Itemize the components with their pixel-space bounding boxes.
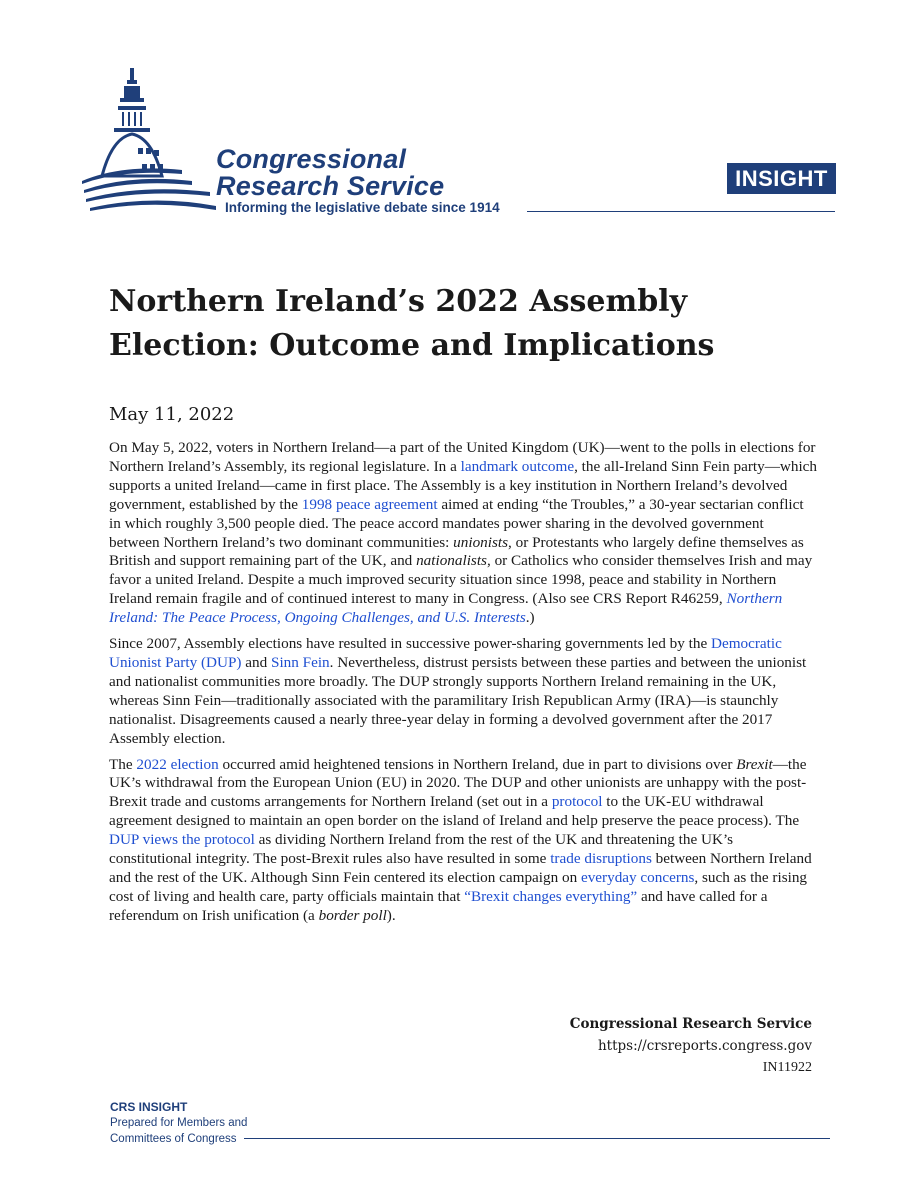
header-rule — [527, 211, 835, 212]
text-span: , the all-Ireland Sinn Fein party—which supports a united Ireland—came in first place. The Assembly is a key institution in Northern Ireland’s devolved government, established by the — [109, 457, 818, 513]
link-dup-views-protocol[interactable]: DUP views the protocol — [109, 831, 255, 849]
logo-wordmark — [216, 146, 444, 200]
text-span: The — [109, 755, 137, 773]
link-trade-disruptions[interactable]: trade disruptions — [550, 850, 652, 868]
text-span: , or Catholics who consider themselves Irish and may favor a united Ireland. Despite a much improved security situation since 1998, peace and stability in Northern Ireland remain fragile and of continued interest to many in Congress. (Also see CRS Report R46259, — [109, 552, 813, 608]
text-span: occurred amid heightened tensions in Northern Ireland, due in part to divisions over — [218, 755, 737, 773]
text-span: and — [241, 653, 271, 671]
bottom-title: CRS INSIGHT — [110, 1100, 188, 1114]
text-span: . Nevertheless, distrust persists between these parties and between the unionist and nationalist communities more broadly. The DUP strongly supports Northern Ireland remaining in the UK, whereas Sinn Fein—traditionally associated with the paramilitary Irish Republican Army (IRA)—is staunchly nationalist. Disagreements caused a nearly three-year delay in forming a devolved government after the 2017 Assembly election. — [109, 653, 807, 747]
text-span: —the UK’s withdrawal from the European Union (EU) in 2020. The DUP and other unionists are unhappy with the post-Brexit trade and customs arrangements for Northern Ireland (set out in a — [109, 755, 807, 811]
link-dup[interactable]: Democratic Unionist Party (DUP) — [109, 635, 782, 671]
text-span: and have called for a referendum on Irish unification (a — [109, 887, 768, 924]
footer-org: Congressional Research Service — [569, 1016, 812, 1032]
link-crs-report-r46259[interactable]: Northern Ireland: The Peace Process, Ongoing Challenges, and U.S. Interests — [109, 590, 783, 627]
bottom-line-1: Prepared for Members and — [110, 1117, 248, 1129]
text-span: to the UK-EU withdrawal agreement designed to maintain an open border on the island of Ireland and help preserve the peace process). The — [109, 793, 800, 830]
crs-footer — [570, 1013, 812, 1079]
emphasis-unionists: unionists — [453, 533, 509, 551]
paragraph-3 — [109, 756, 817, 926]
text-span: , such as the rising cost of living and health care, party officials maintain that — [109, 868, 808, 905]
link-sinn-fein[interactable]: Sinn Fein — [271, 653, 330, 671]
insight-badge: INSIGHT — [727, 163, 836, 194]
link-everyday-concerns[interactable]: everyday concerns — [580, 868, 695, 886]
paragraph-1 — [109, 439, 817, 628]
text-span: ). — [386, 906, 396, 924]
link-protocol[interactable]: protocol — [551, 793, 603, 811]
crs-logo[interactable] — [82, 66, 502, 226]
link-2022-election[interactable]: 2022 election — [136, 755, 219, 773]
bottom-line-2: Committees of Congress — [110, 1133, 237, 1145]
paragraph-2 — [109, 635, 817, 748]
capitol-dome-icon — [82, 66, 232, 216]
text-span: between Northern Ireland and the rest of the UK. Although Sinn Fein centered its election campaign on — [109, 850, 812, 886]
text-span: On May 5, 2022, voters in Northern Ireland—a part of the United Kingdom (UK)—went to the polls in elections for Northern Ireland’s Assembly, its regional legislature. In a — [109, 439, 816, 475]
text-span: .) — [525, 609, 535, 627]
footer-report-id: IN11922 — [762, 1060, 812, 1075]
footer-url[interactable]: https://crsreports.congress.gov — [597, 1038, 812, 1054]
logo-line-1: Congressional — [216, 144, 407, 174]
page-title: Northern Ireland’s 2022 Assembly Election: Outcome and Implications — [109, 284, 715, 363]
link-brexit-changes-everything[interactable]: “Brexit changes everything” — [464, 887, 638, 905]
emphasis-border-poll: border poll — [318, 906, 387, 924]
text-span: as dividing Northern Ireland from the rest of the UK and threatening the UK’s constitutional integrity. The post-Brexit rules also have resulted in some — [109, 831, 734, 868]
link-landmark-outcome[interactable]: landmark outcome — [460, 457, 575, 475]
publication-date: May 11, 2022 — [109, 404, 235, 425]
link-1998-peace-agreement[interactable]: 1998 peace agreement — [301, 495, 438, 513]
text-span: aimed at ending “the Troubles,” a 30-year sectarian conflict in which roughly 3,500 people died. The peace accord mandates power sharing in the devolved government between Northern Ireland’s two dominant communities: — [109, 495, 804, 551]
text-span: Since 2007, Assembly elections have resulted in successive power-sharing governments led by the — [109, 635, 711, 653]
emphasis-nationalists: nationalists — [416, 552, 487, 570]
article-body — [109, 439, 817, 933]
logo-line-2: Research Service — [216, 171, 445, 201]
bottom-rule — [244, 1138, 830, 1139]
emphasis-brexit: Brexit — [736, 755, 773, 773]
logo-tagline: Informing the legislative debate since 1914 — [225, 200, 500, 215]
text-span: , or Protestants who largely define themselves as British and support remaining part of the UK, and — [109, 533, 804, 570]
crs-insight-footer — [110, 1099, 247, 1147]
